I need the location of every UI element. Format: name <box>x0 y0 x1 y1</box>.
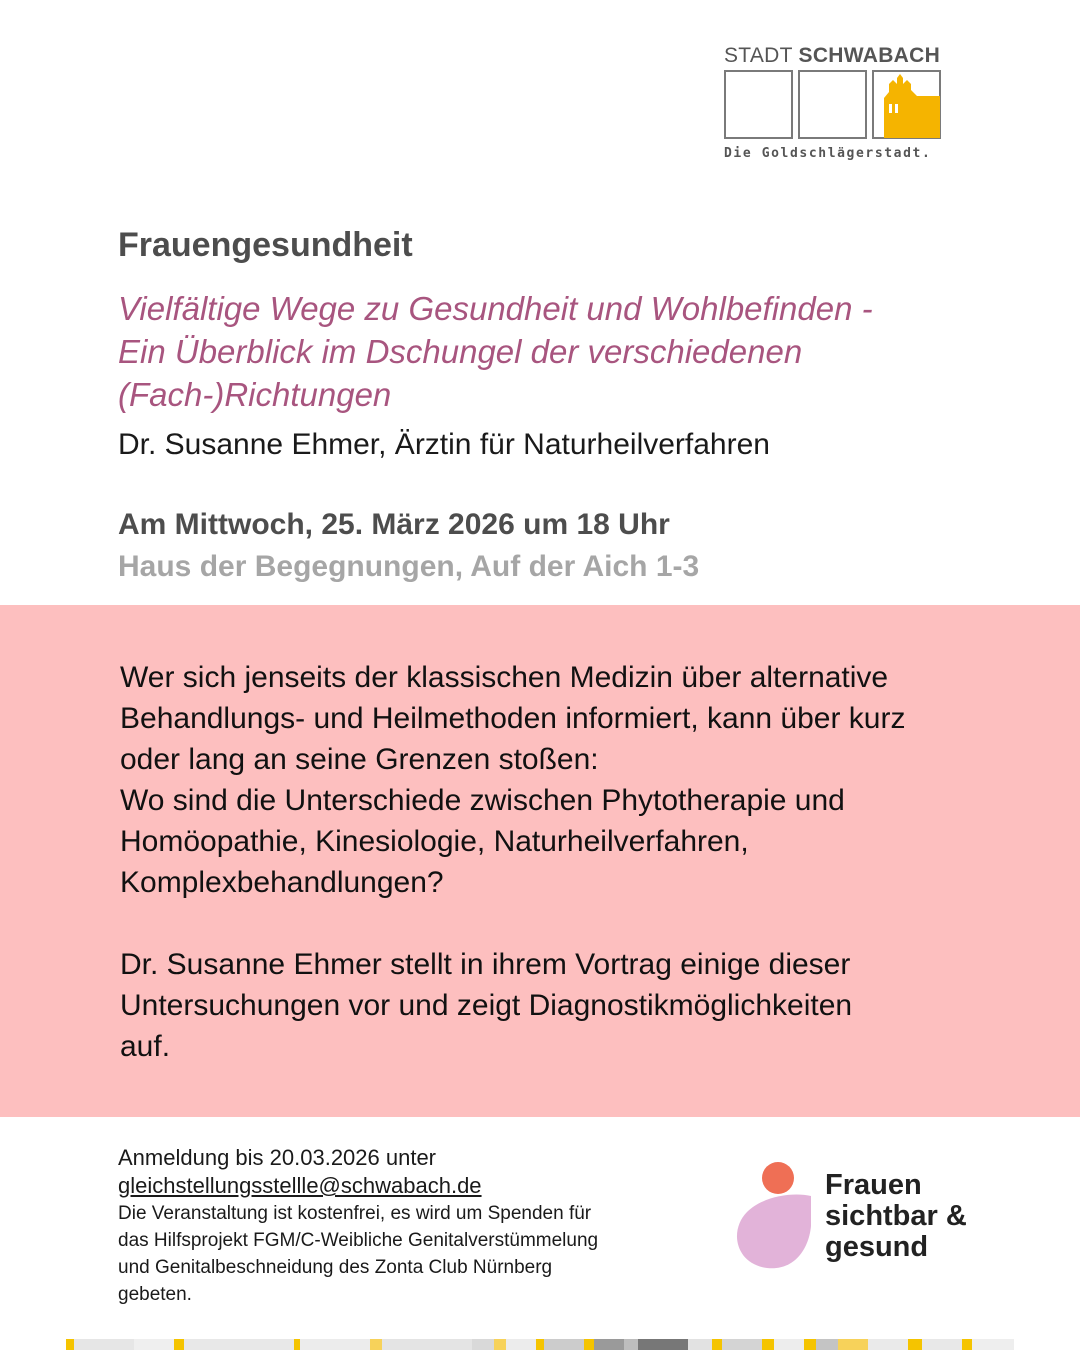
stripe-segment <box>922 1339 962 1350</box>
description-line: Dr. Susanne Ehmer stellt in ihrem Vortrag einige dieser <box>120 948 851 981</box>
church-tower-icon <box>884 74 940 138</box>
brand-line: gesund <box>825 1231 929 1263</box>
decorative-stripe <box>66 1339 1014 1350</box>
registration-info <box>118 1143 718 1308</box>
note-line: und Genitalbeschneidung des Zonta Club Nürnberg <box>118 1257 553 1278</box>
stripe-segment <box>294 1339 300 1350</box>
description-line: Untersuchungen vor und zeigt Diagnostikmöglichkeiten <box>120 989 853 1022</box>
subtitle-line: Ein Überblick im Dschungel der verschiedenen <box>118 333 803 370</box>
description-line: auf. <box>120 1030 171 1063</box>
event-title: Frauengesundheit <box>118 226 413 264</box>
stripe-segment <box>838 1339 868 1350</box>
description-line: Komplexbehandlungen? <box>120 866 444 899</box>
logo-title <box>724 44 940 68</box>
brand-line: sichtbar & <box>825 1200 967 1232</box>
stripe-segment <box>184 1339 294 1350</box>
stripe-segment <box>594 1339 624 1350</box>
logo-title-regular: STADT <box>724 44 799 67</box>
note-line: das Hilfsprojekt FGM/C-Weibliche Genitalverstümmelung <box>118 1230 599 1251</box>
stripe-segment <box>712 1339 722 1350</box>
stripe-segment <box>472 1339 494 1350</box>
stripe-segment <box>908 1339 922 1350</box>
stripe-segment <box>962 1339 972 1350</box>
brand-line: Frauen <box>825 1169 922 1201</box>
subtitle-line: Vielfältige Wege zu Gesundheit und Wohlbefinden - <box>118 290 873 327</box>
donation-note <box>118 1200 718 1308</box>
description-line: oder lang an seine Grenzen stoßen: <box>120 743 599 776</box>
figure-drop-icon <box>733 1158 815 1272</box>
stripe-segment <box>506 1339 536 1350</box>
stripe-segment <box>174 1339 184 1350</box>
description-line: Behandlungs- und Heilmethoden informiert, kann über kurz <box>120 702 906 735</box>
stripe-segment <box>134 1339 174 1350</box>
stripe-segment <box>74 1339 134 1350</box>
note-line: gebeten. <box>118 1284 192 1305</box>
stripe-segment <box>382 1339 472 1350</box>
stripe-segment <box>774 1339 804 1350</box>
stadt-schwabach-logo <box>724 44 946 164</box>
registration-email-link[interactable]: gleichstellungsstellle@schwabach.de <box>118 1173 482 1198</box>
stripe-segment <box>544 1339 584 1350</box>
stripe-segment <box>868 1339 908 1350</box>
logo-title-bold: SCHWABACH <box>798 44 941 67</box>
subtitle-line: (Fach-)Richtungen <box>118 376 392 413</box>
event-location: Haus der Begegnungen, Auf der Aich 1-3 <box>118 550 700 583</box>
stripe-segment <box>722 1339 762 1350</box>
stripe-segment <box>638 1339 688 1350</box>
description-text <box>120 657 1020 1067</box>
stripe-segment <box>688 1339 712 1350</box>
paragraph-gap <box>120 903 1020 944</box>
speaker: Dr. Susanne Ehmer, Ärztin für Naturheilverfahren <box>118 428 770 461</box>
stripe-segment <box>762 1339 774 1350</box>
stripe-segment <box>536 1339 544 1350</box>
stripe-segment <box>804 1339 816 1350</box>
stripe-segment <box>494 1339 506 1350</box>
stripe-segment <box>66 1339 74 1350</box>
description-line: Wo sind die Unterschiede zwischen Phytotherapie und <box>120 784 845 817</box>
stripe-segment <box>624 1339 638 1350</box>
description-line: Homöopathie, Kinesiologie, Naturheilverfahren, <box>120 825 749 858</box>
registration-deadline: Anmeldung bis 20.03.2026 unter <box>118 1145 437 1170</box>
brand-wordmark <box>825 1170 967 1263</box>
event-date: Am Mittwoch, 25. März 2026 um 18 Uhr <box>118 508 670 541</box>
description-panel <box>0 605 1080 1117</box>
stripe-segment <box>584 1339 594 1350</box>
stripe-segment <box>370 1339 382 1350</box>
description-line: Wer sich jenseits der klassischen Medizin über alternative <box>120 661 889 694</box>
logo-tagline: Die Goldschlägerstadt. <box>724 146 932 161</box>
event-subtitle <box>118 287 938 416</box>
note-line: Die Veranstaltung ist kostenfrei, es wird um Spenden für <box>118 1203 592 1224</box>
stripe-segment <box>816 1339 838 1350</box>
frauen-sichtbar-gesund-logo <box>733 1158 1033 1274</box>
logo-boxes-icon <box>724 70 942 140</box>
stripe-segment <box>972 1339 1014 1350</box>
stripe-segment <box>300 1339 370 1350</box>
